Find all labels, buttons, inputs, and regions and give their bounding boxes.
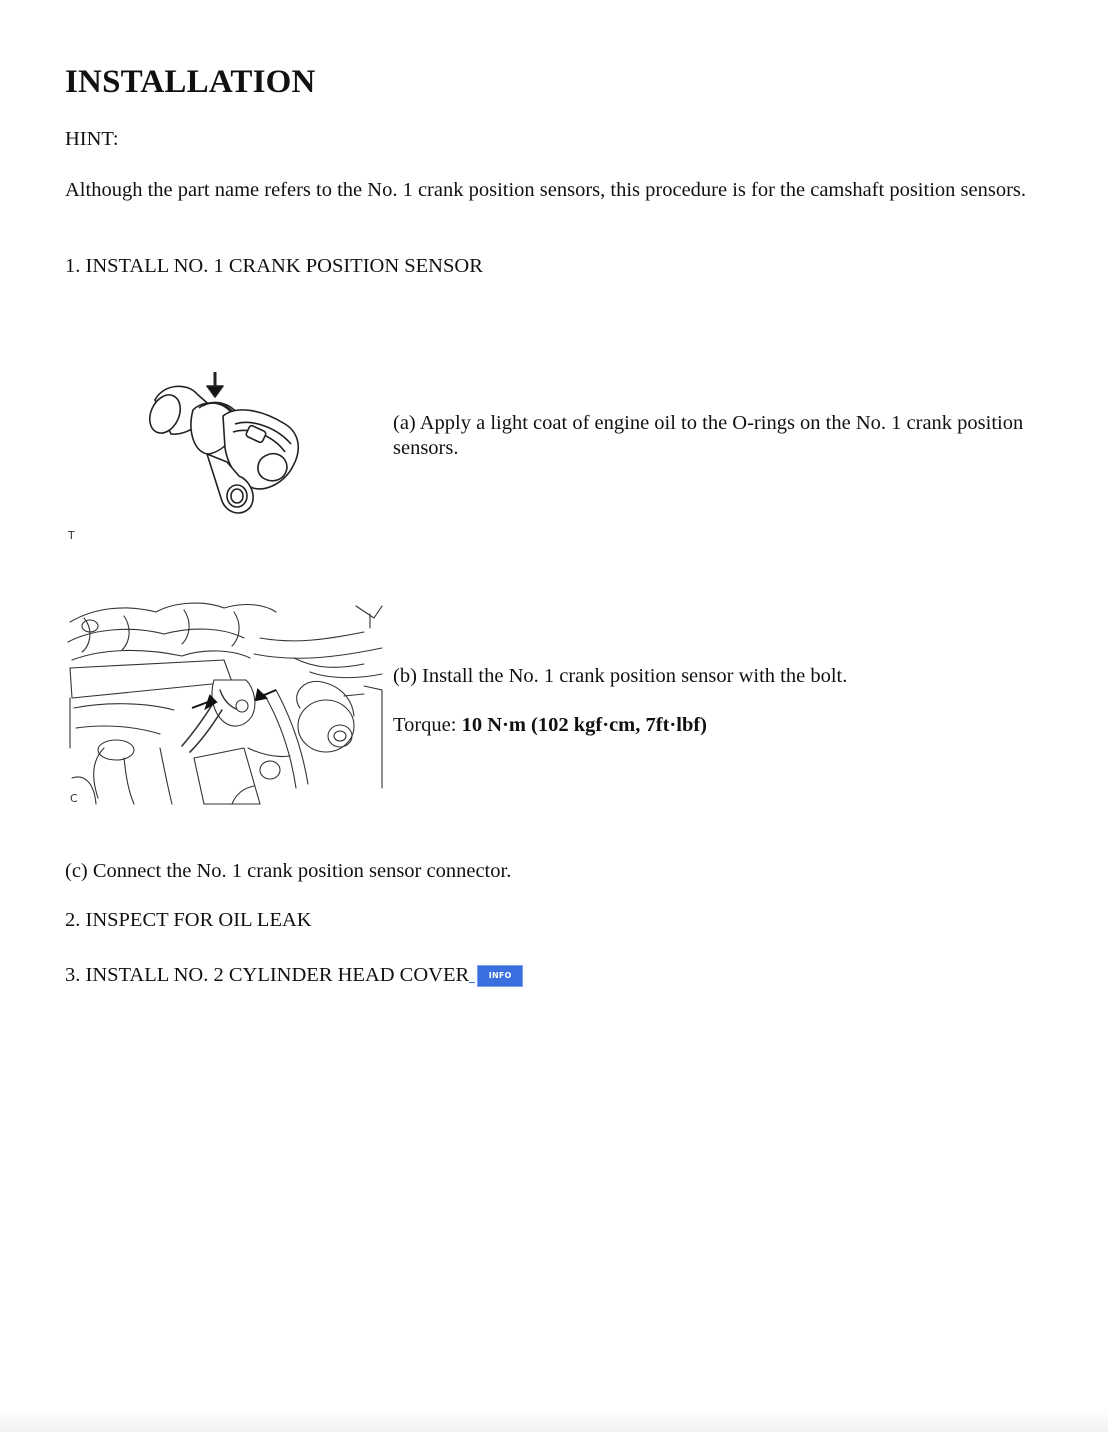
- step-1b-text: (b) Install the No. 1 crank position sensor with the bolt.: [393, 665, 848, 687]
- info-link-underline: [469, 982, 475, 983]
- page-edge-shadow: [0, 1410, 1108, 1432]
- torque-label: Torque:: [393, 714, 457, 736]
- hint-text: Although the part name refers to the No. 1 crank position sensors, this procedure is for the camshaft position sensors.: [65, 179, 1027, 201]
- step-2-heading: 2. INSPECT FOR OIL LEAK: [65, 909, 312, 931]
- engine-sensor-location-illustration: [64, 598, 386, 808]
- step-1a-text: (a) Apply a light coat of engine oil to the O-rings on the No. 1 crank position sensors.: [393, 412, 1024, 459]
- step-3-heading: [65, 963, 523, 988]
- info-link-button[interactable]: INFO: [477, 965, 523, 987]
- hint-label: HINT:: [65, 128, 119, 150]
- step-1-heading: 1. INSTALL NO. 1 CRANK POSITION SENSOR: [65, 255, 483, 277]
- torque-value: 10 N·m (102 kgf·cm, 7ft·lbf): [461, 714, 707, 736]
- step-1c-text: (c) Connect the No. 1 crank position sensor connector.: [65, 860, 512, 882]
- torque-spec: [393, 713, 707, 738]
- figure-code-label: C: [70, 792, 78, 805]
- step-3-heading-text: 3. INSTALL NO. 2 CYLINDER HEAD COVER: [65, 964, 470, 986]
- page-title: INSTALLATION: [65, 64, 316, 100]
- figure-code-label: T: [68, 529, 75, 542]
- crank-position-sensor-illustration: [135, 370, 310, 525]
